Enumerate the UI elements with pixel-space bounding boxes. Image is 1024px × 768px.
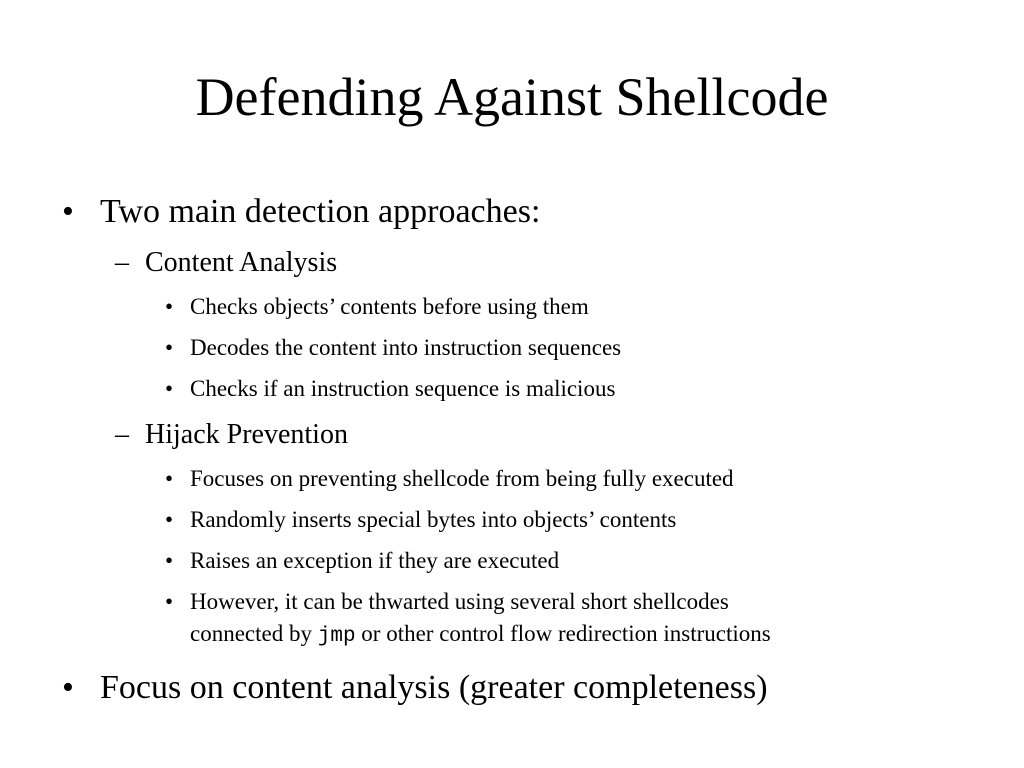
bullet-focus-content-analysis: Focus on content analysis (greater completeness) (100, 669, 768, 706)
bullet-two-main-approaches: Two main detection approaches: (100, 193, 541, 230)
sub-bullet-marker: • (165, 466, 174, 491)
hijack-prevention-item-1: Focuses on preventing shellcode from being fully executed (190, 466, 734, 491)
content-analysis-item-2: Decodes the content into instruction sequences (190, 335, 622, 360)
hijack-prevention-item-4: However, it can be thwarted using several short shellcodes (190, 589, 729, 614)
content-analysis-item-1: Checks objects’ contents before using them (190, 294, 589, 319)
subheading-content-analysis: Content Analysis (145, 247, 338, 278)
hijack-prevention-item-2: Randomly inserts special bytes into objects’ contents (190, 507, 677, 532)
hijack-prevention-item-4-continuation (190, 619, 771, 652)
jmp-code: jmp (317, 625, 356, 648)
sub-bullet-marker: • (165, 507, 174, 532)
sub-bullet-marker: • (165, 548, 174, 573)
bullet-marker: • (62, 193, 74, 230)
sub-bullet-marker: • (165, 589, 174, 614)
hijack-prevention-item-3: Raises an exception if they are executed (190, 548, 560, 573)
slide-title: Defending Against Shellcode (195, 67, 829, 127)
continuation-text-before: connected by (190, 621, 318, 646)
continuation-text-after: or other control flow redirection instructions (355, 621, 771, 646)
sub-bullet-marker: • (165, 335, 174, 360)
sub-bullet-marker: • (165, 376, 174, 401)
bullet-marker: • (62, 669, 74, 706)
sub-bullet-marker: • (165, 294, 174, 319)
dash-marker: – (115, 247, 129, 278)
dash-marker: – (115, 419, 129, 450)
subheading-hijack-prevention: Hijack Prevention (145, 419, 348, 450)
content-analysis-item-3: Checks if an instruction sequence is malicious (190, 376, 616, 401)
